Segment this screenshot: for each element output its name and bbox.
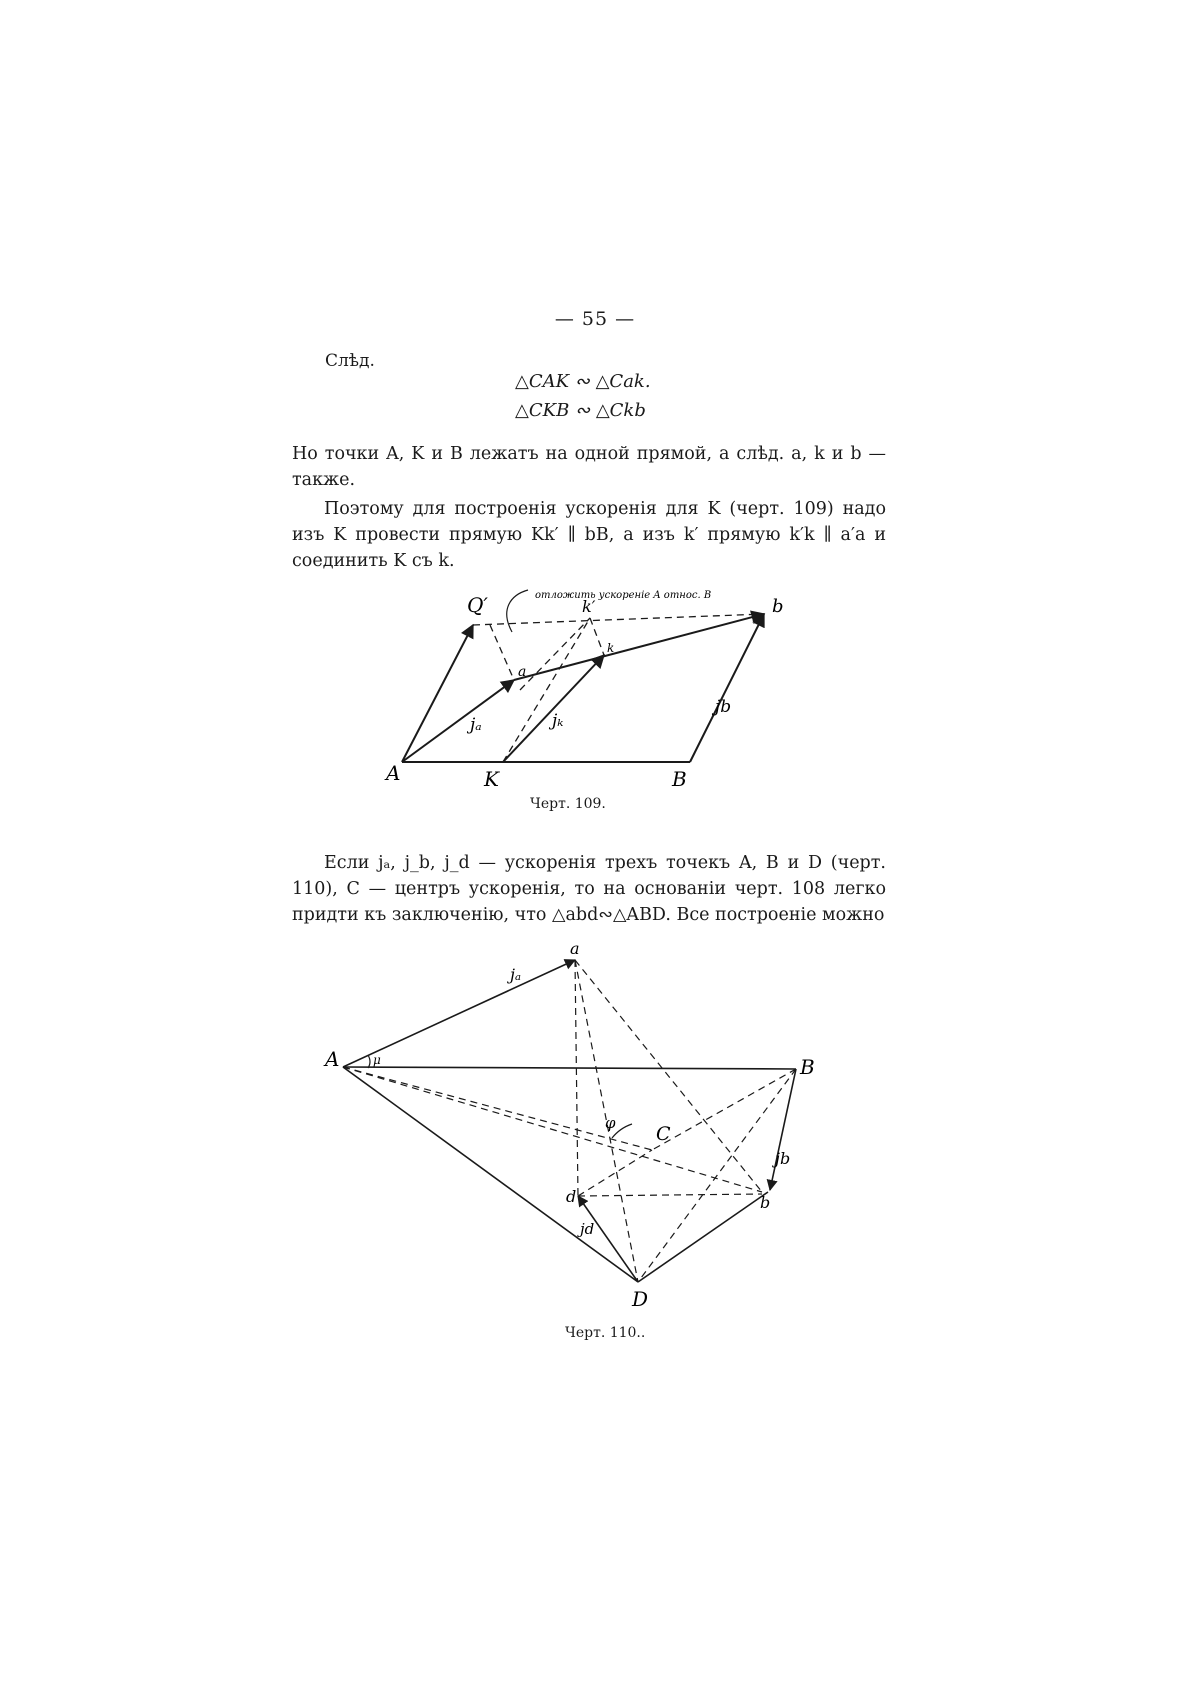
fig110-line-Db <box>638 1192 771 1282</box>
fig109-label-Q: Q′ <box>467 593 488 617</box>
fig110-label-C: C <box>656 1123 671 1145</box>
fig110-label-phi: φ <box>605 1114 616 1132</box>
fig110-caption: Черт. 110.. <box>565 1325 646 1341</box>
fig109-label-A: A <box>386 761 401 785</box>
formula-2: △CKB ∾ △Ckb <box>515 400 646 421</box>
fig110-arc-mu <box>368 1055 370 1068</box>
fig110-dash-db <box>578 1194 762 1196</box>
fig109-label-jk: jₖ <box>552 711 564 731</box>
fig109-label-k: k <box>607 641 615 655</box>
fig109-caption: Черт. 109. <box>530 796 606 812</box>
fig110-line-Bb <box>770 1069 796 1190</box>
fig109-label-B: B <box>672 767 687 791</box>
fig110-label-a: a <box>570 939 580 958</box>
fig109-label-b: b <box>772 596 784 617</box>
fig109-label-kp: k′ <box>582 597 596 616</box>
page-number: — 55 — <box>554 308 636 330</box>
fig109-label-K: K <box>484 767 499 791</box>
fig110-line-AD <box>343 1067 638 1282</box>
fig110-dash-AC <box>343 1067 652 1150</box>
fig109-label-ja: jₐ <box>470 715 482 735</box>
fig110-label-A: A <box>325 1047 340 1071</box>
fig109-note: отложить ускореніе A относ. B <box>535 590 712 601</box>
fig109-label-a: a <box>518 664 527 680</box>
sled-label: Слѣд. <box>325 351 375 371</box>
fig109-label-jb: jb <box>715 697 732 717</box>
fig110-label-b: b <box>760 1193 771 1212</box>
fig110-label-D: D <box>632 1287 649 1311</box>
fig110-line-Dd <box>578 1196 638 1282</box>
fig110-dash-AB2 <box>343 1067 762 1192</box>
fig110-dash-dC <box>578 1150 652 1196</box>
fig110-label-ja: jₐ <box>510 965 521 984</box>
fig110-dash-ab <box>575 960 762 1192</box>
fig110-label-jb: jb <box>775 1149 791 1168</box>
fig110-dash-BC <box>652 1069 796 1150</box>
fig110-line-Aa <box>343 960 575 1067</box>
formula-1: △CAK ∾ △Cak. <box>515 371 651 392</box>
fig110-label-B: B <box>800 1055 815 1079</box>
fig110-label-jd: jd <box>580 1220 595 1238</box>
paragraph-1: Но точки A, K и B лежатъ на одной прямой, а слѣд. a, k и b — также. <box>292 444 886 490</box>
paragraph-3: Если jₐ, j_b, j_d — ускоренія трехъ точекъ A, B и D (черт. 110), C — центръ ускоренія, то на основаніи черт. 108 легко придти къ заключенію, что △abd∾△ABD. Все построеніе можно <box>292 853 886 925</box>
fig110-label-mu: μ <box>373 1053 381 1067</box>
fig110-dash-ad <box>575 960 578 1196</box>
fig110-line-AB <box>343 1067 796 1069</box>
paragraph-2: Поэтому для построенія ускоренія для K (черт. 109) надо изъ K провести прямую Kk′ ∥ bB, а изъ k′ прямую k′k ∥ a′a и соединить K съ k. <box>292 499 886 571</box>
fig110-label-d: d <box>566 1187 577 1206</box>
